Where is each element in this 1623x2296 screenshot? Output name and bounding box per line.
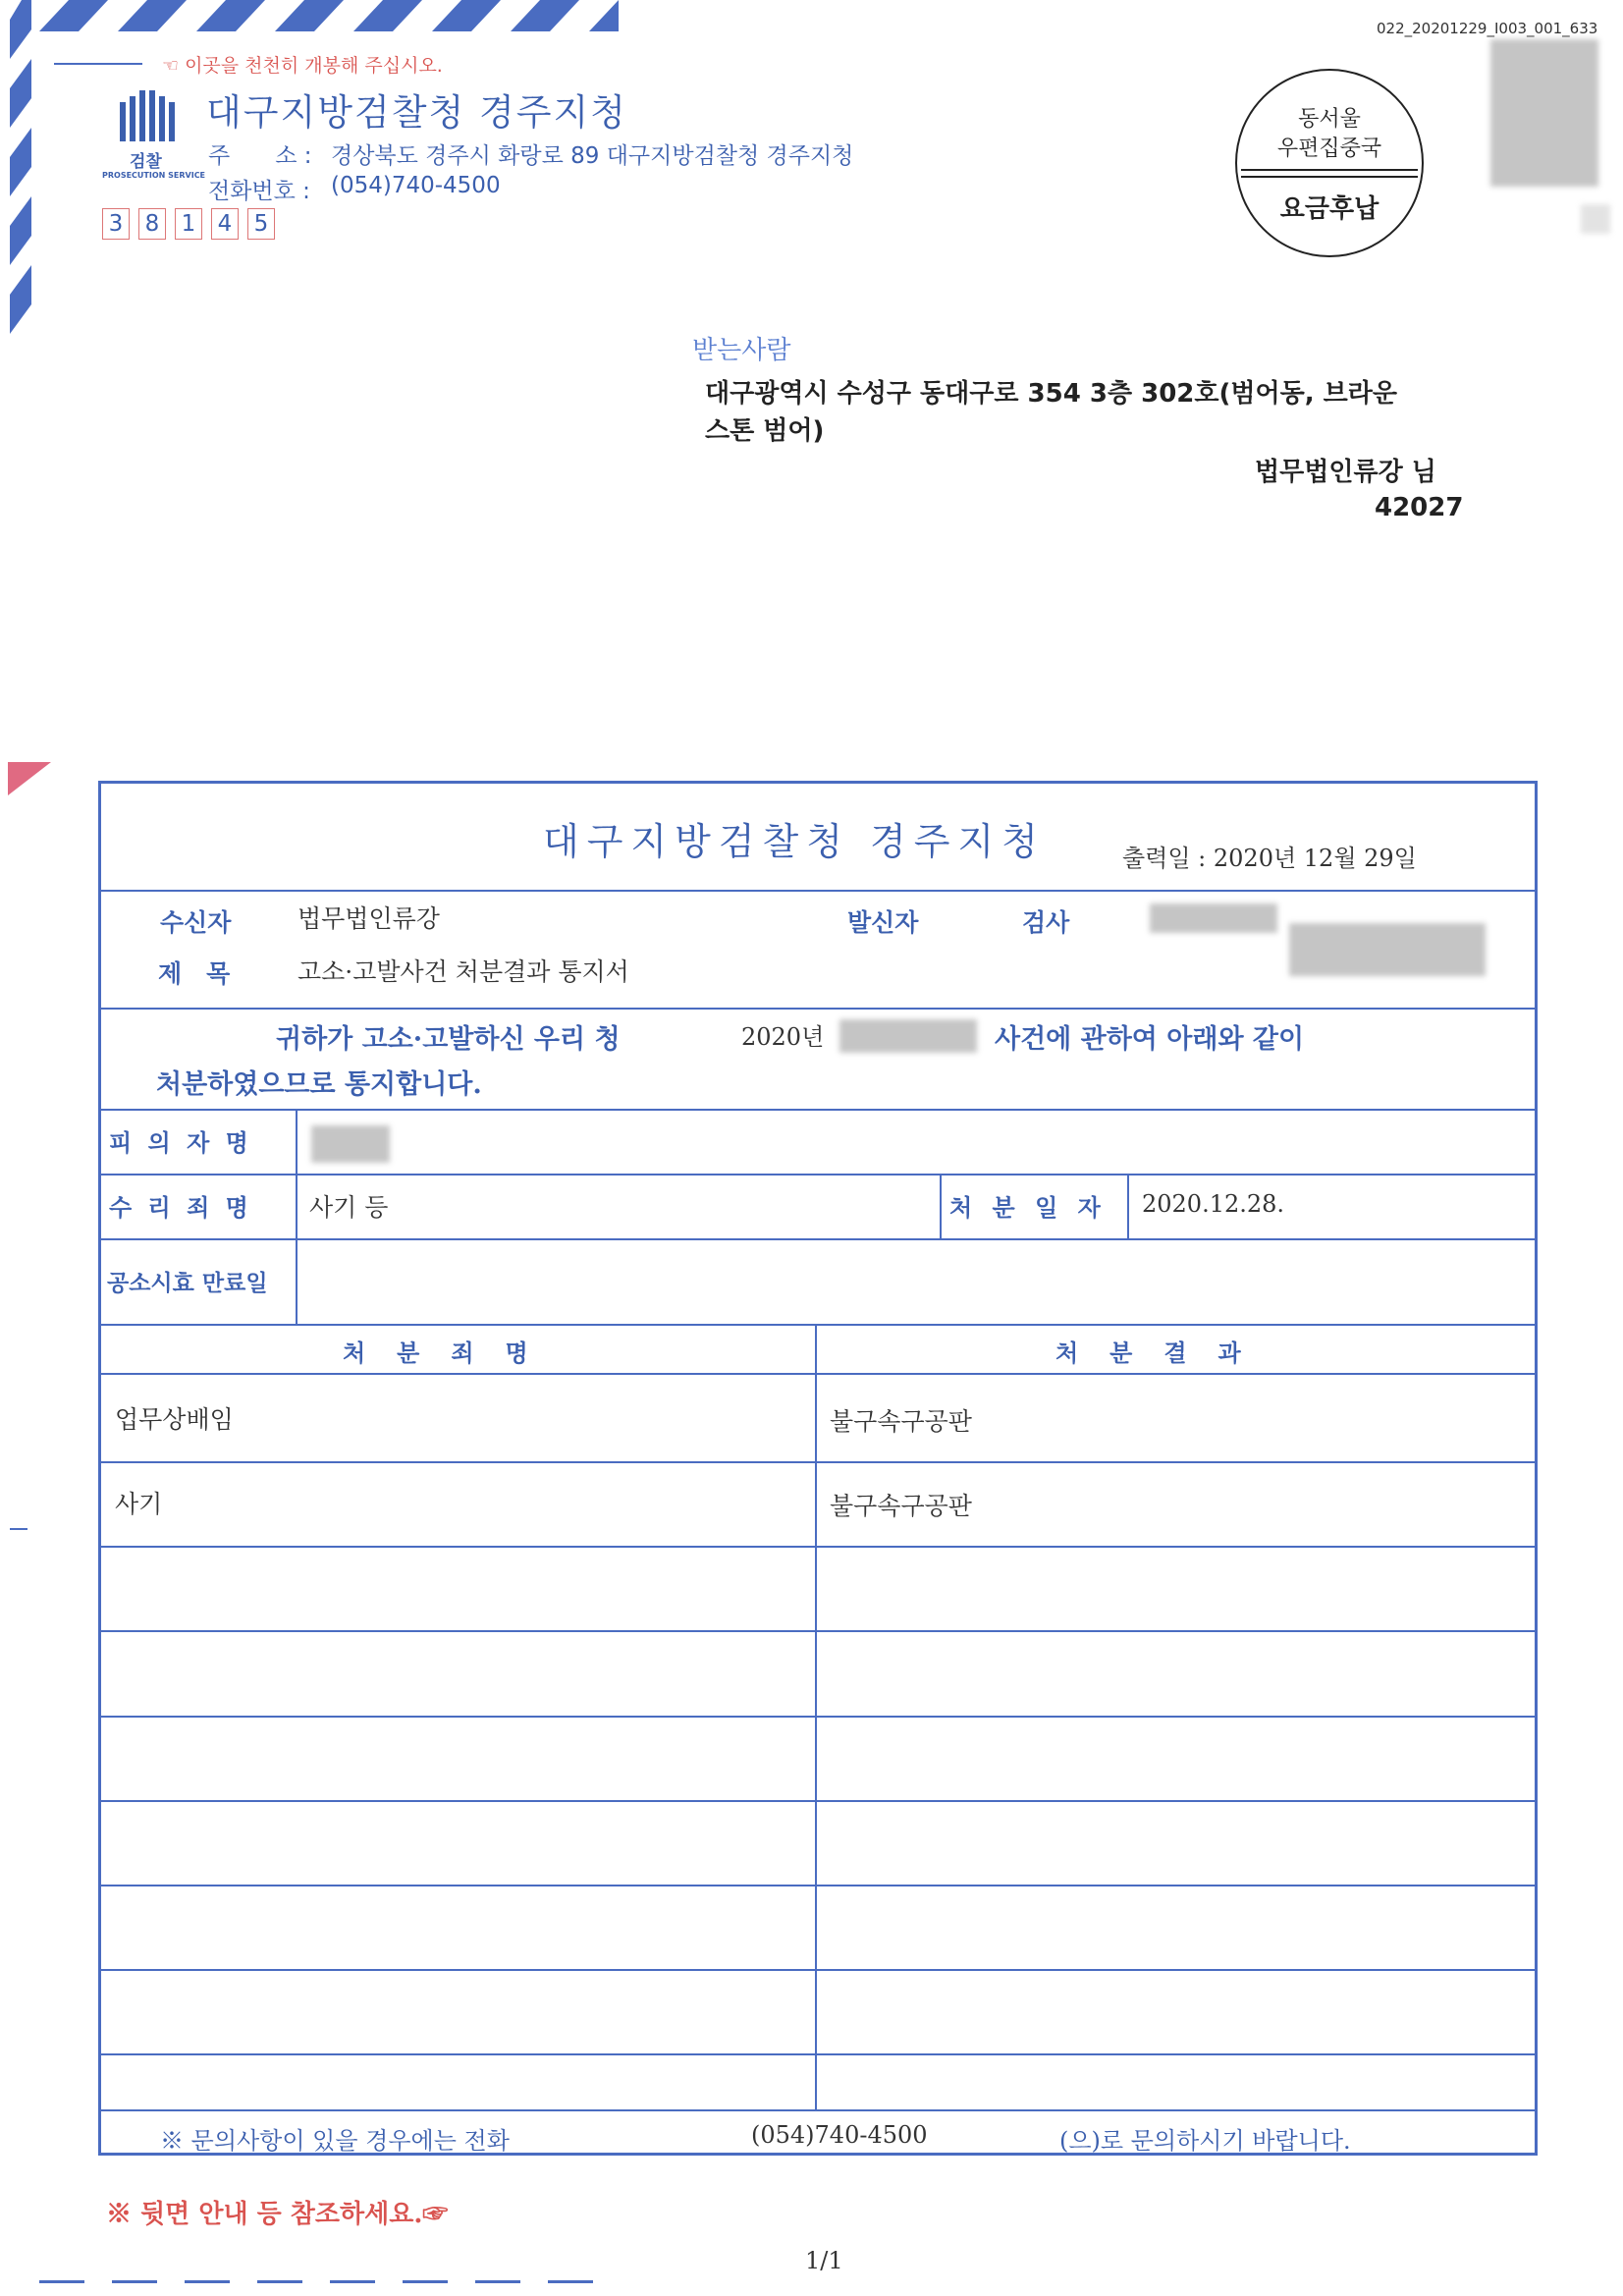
recipient-name: 법무법인류강 님 [1255, 458, 1436, 487]
suspect-label: 피 의 자 명 [109, 1128, 252, 1157]
zip-digit: 4 [211, 208, 239, 240]
col-crime-header: 처 분 죄 명 [343, 1339, 532, 1367]
prosecution-logo-icon [118, 90, 183, 141]
stamp-line2: 우편집중국 [1276, 137, 1382, 161]
stamp-line3: 요금후납 [1279, 194, 1380, 224]
table-row-crime: 업무상배임 [115, 1405, 234, 1434]
footer-dash [39, 2280, 84, 2283]
recipient-label: 받는사람 [692, 336, 791, 365]
intro-part2: 사건에 관하여 아래와 같이 [995, 1024, 1305, 1055]
postage-stamp [1235, 69, 1424, 257]
back-notice: ※ 뒷면 안내 등 참조하세요.☞ [106, 2200, 449, 2229]
zip-digit: 1 [175, 208, 202, 240]
intro-line2: 처분하였으므로 통지합니다. [156, 1069, 482, 1100]
zip-digit: 5 [247, 208, 275, 240]
receiver-value: 법무법인류강 [298, 904, 440, 933]
table-row-result: 불구속구공판 [830, 1407, 972, 1436]
document-code: 022_20201229_I003_001_633 [1377, 20, 1598, 37]
logo-subtext: PROSECUTION SERVICE [102, 171, 206, 180]
footer-dash [475, 2280, 520, 2283]
logo-text: 검찰 [130, 152, 162, 172]
footer-dash [548, 2280, 593, 2283]
redacted-suspect-name [311, 1125, 390, 1163]
disposition-date-label: 처 분 일 자 [949, 1193, 1107, 1222]
redacted-sender-detail [1289, 923, 1486, 976]
limitation-label: 공소시효 만료일 [107, 1270, 268, 1296]
fold-mark-icon [8, 762, 51, 795]
recipient-address-line2: 스톤 범어) [705, 416, 825, 446]
disposition-date-value: 2020.12.28. [1142, 1190, 1285, 1218]
sender-address: 경상북도 경주시 화랑로 89 대구지방검찰청 경주지청 [331, 143, 854, 169]
footer-inquiry-part1: ※ 문의사항이 있을 경우에는 전화 [160, 2127, 510, 2155]
charge-value: 사기 등 [309, 1193, 389, 1222]
subject-value: 고소·고발사건 처분결과 통지서 [298, 957, 629, 986]
sender-label: 발신자 [847, 908, 919, 937]
intro-year: 2020년 [741, 1023, 825, 1051]
stamp-line1: 동서울 [1298, 107, 1361, 132]
sender-phone: (054)740-4500 [331, 173, 501, 198]
sender-org-name: 대구지방검찰청 경주지청 [206, 91, 627, 134]
page-number: 1/1 [805, 2247, 843, 2274]
notice-form [98, 781, 1538, 2156]
footer-dash [112, 2280, 157, 2283]
subject-label: 제 목 [158, 959, 231, 988]
recipient-zip: 42027 [1375, 493, 1464, 522]
envelope-stripe-top [0, 0, 619, 31]
notice-org-title: 대구지방검찰청 경주지청 [543, 820, 1046, 863]
phone-label: 전화번호 : [208, 179, 310, 204]
charge-label: 수 리 죄 명 [109, 1193, 252, 1222]
zip-digit: 3 [102, 208, 130, 240]
table-row-crime: 사기 [115, 1490, 163, 1518]
corner-mark [54, 63, 142, 65]
table-row-result: 불구속구공판 [830, 1492, 972, 1520]
redacted-sender-name [1150, 903, 1277, 933]
footer-phone: (054)740-4500 [751, 2121, 928, 2149]
redacted-mark [1581, 204, 1610, 234]
redacted-barcode [1490, 39, 1598, 187]
envelope-stripe-left [0, 0, 31, 354]
footer-dash [330, 2280, 375, 2283]
zip-digit: 8 [138, 208, 166, 240]
print-date: 출력일 : 2020년 12월 29일 [1122, 845, 1417, 872]
footer-dash [257, 2280, 302, 2283]
footer-dash [403, 2280, 448, 2283]
intro-part1: 귀하가 고소·고발하신 우리 청 [276, 1024, 621, 1055]
open-notice: ☜ 이곳을 천천히 개봉해 주십시오. [162, 55, 443, 77]
redacted-case-number [839, 1019, 977, 1053]
col-result-header: 처 분 결 과 [1055, 1339, 1245, 1367]
stamp-divider [1241, 169, 1418, 178]
footer-inquiry-part2: (으)로 문의하시기 바랍니다. [1059, 2127, 1351, 2155]
sender-role: 검사 [1022, 908, 1070, 937]
side-tick [10, 1528, 27, 1530]
address-label: 주 소 : [208, 143, 312, 169]
recipient-address-line1: 대구광역시 수성구 동대구로 354 3층 302호(범어동, 브라운 [705, 379, 1398, 409]
footer-dash [185, 2280, 230, 2283]
receiver-label: 수신자 [160, 908, 232, 937]
